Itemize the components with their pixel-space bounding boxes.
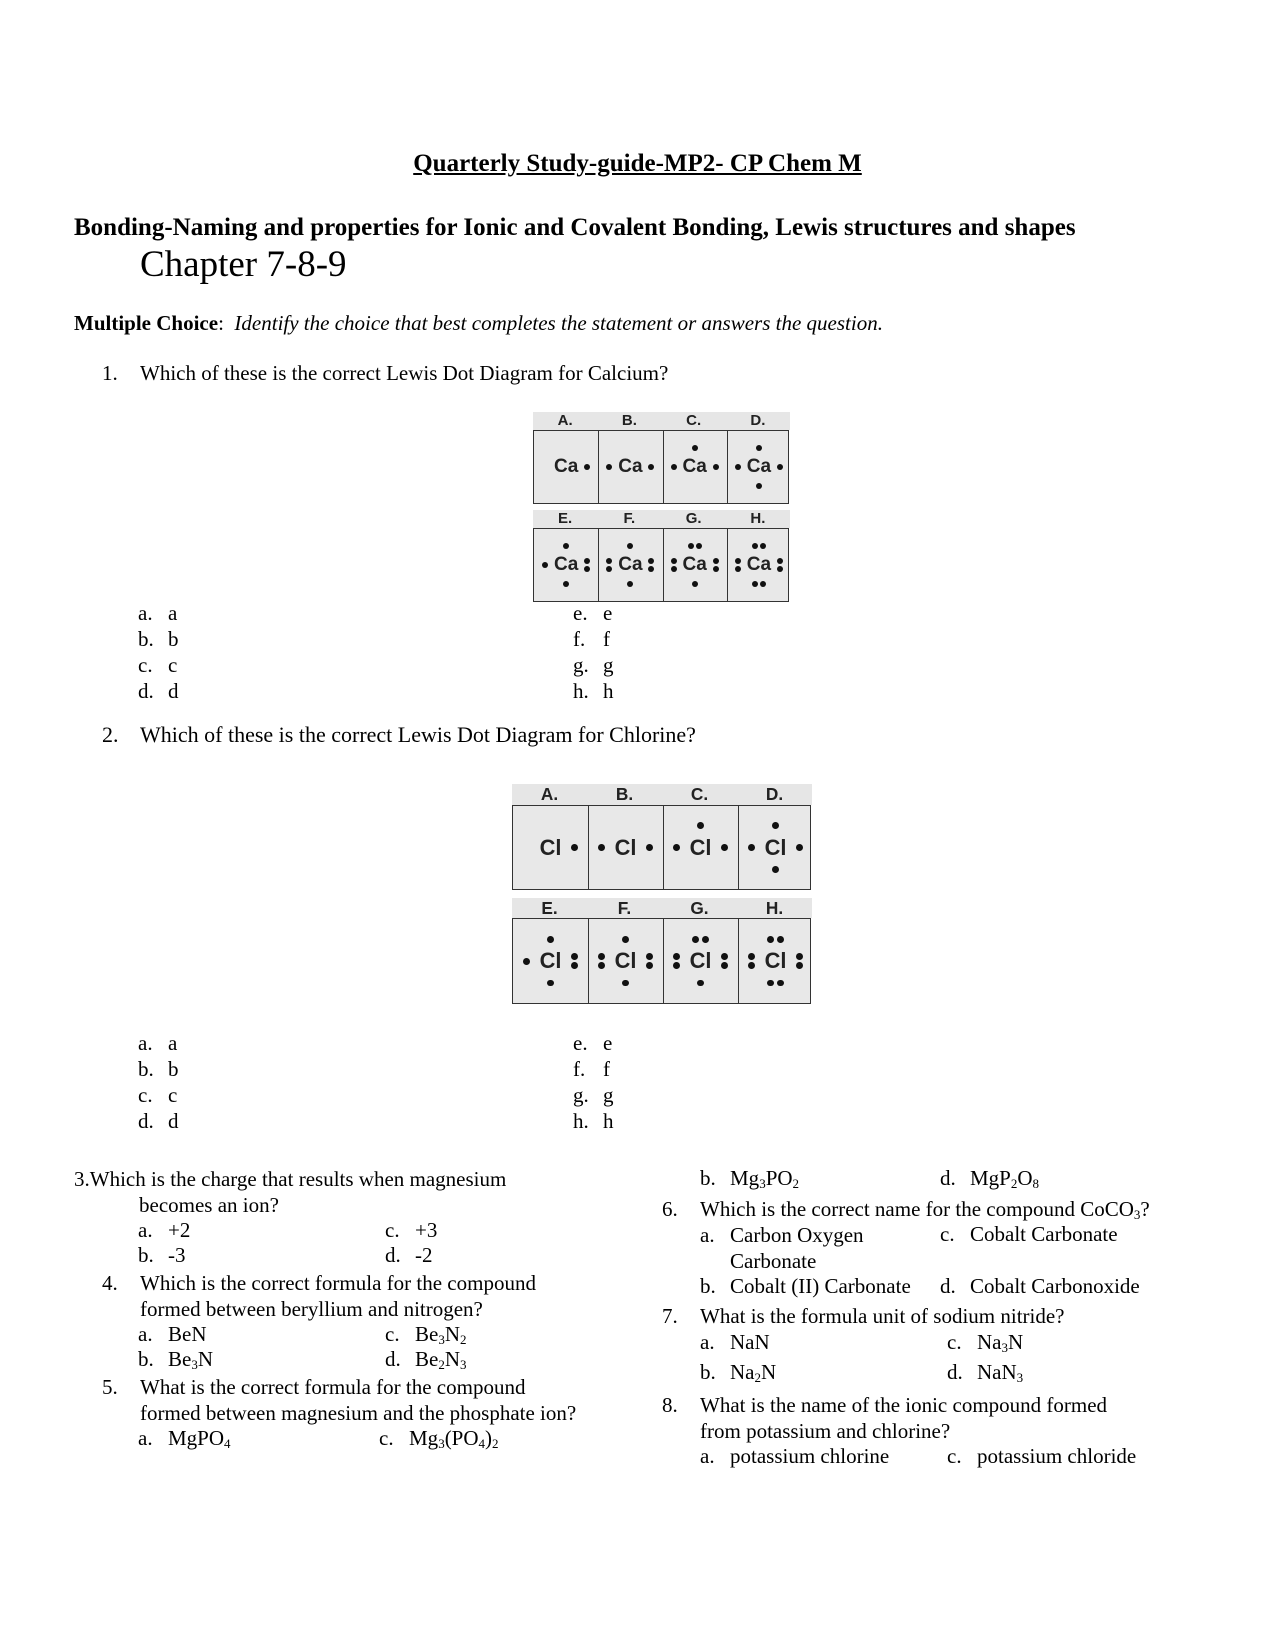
electron-dot (748, 844, 755, 851)
q7-option-c[interactable]: c. $Na_3N$ (947, 1330, 1024, 1355)
grid-header-row (533, 510, 790, 528)
option-g[interactable]: g. g (573, 1083, 614, 1107)
element-symbol: Cl (539, 948, 562, 974)
lewis-cell (663, 529, 728, 601)
electron-dot (752, 543, 758, 549)
electron-dot (777, 464, 783, 470)
electron-dot (598, 844, 605, 851)
electron-dot (606, 566, 612, 572)
page-subtitle: Bonding-Naming and properties for Ionic and Covalent Bonding, Lewis structures and shapes (74, 214, 1076, 241)
element-symbol: Ca (553, 553, 579, 575)
q3-option-d[interactable]: d. -2 (385, 1243, 433, 1267)
electron-dot (692, 445, 698, 451)
electron-dot (796, 844, 803, 851)
option-f[interactable]: f. f (573, 627, 610, 651)
lewis-cell (588, 806, 664, 890)
question-text: Which of these is the correct Lewis Dot Diagram for Chlorine? (140, 722, 696, 747)
grid-header-row (512, 784, 812, 805)
instructions (74, 311, 883, 336)
option-a[interactable]: a. a (138, 1031, 178, 1055)
electron-dot (767, 936, 774, 943)
lewis-cell (598, 529, 663, 601)
question-6 (662, 1197, 1150, 1222)
lewis-cell (534, 529, 599, 601)
lewis-cell (663, 919, 739, 1003)
page-title: Quarterly Study-guide-MP2- CP Chem M (413, 150, 862, 177)
electron-dot (673, 844, 680, 851)
electron-dot (721, 844, 728, 851)
electron-dot (671, 566, 677, 572)
grid-header-row (512, 898, 812, 919)
question-number: 5. (102, 1375, 118, 1399)
question-number: 8. (662, 1393, 678, 1417)
instructions-label: Multiple Choice (74, 311, 219, 335)
electron-dot (606, 558, 612, 564)
question-4 (102, 1270, 536, 1322)
electron-dot (688, 543, 694, 549)
question-number: 1. (102, 361, 118, 385)
electron-dot (523, 958, 530, 965)
electron-dot (796, 953, 803, 960)
option-a[interactable]: a. a (138, 601, 178, 625)
lewis-grid-chlorine (512, 784, 812, 1002)
grid-cells-row (512, 805, 811, 891)
question-text-line2: becomes an ion? (139, 1193, 279, 1217)
electron-dot (584, 566, 590, 572)
grid-header-label: G. (685, 510, 702, 527)
electron-dot (584, 558, 590, 564)
grid-header-label: H. (765, 897, 784, 918)
electron-dot (648, 566, 654, 572)
question-text: What is the formula unit of sodium nitride? (700, 1304, 1065, 1328)
electron-dot (697, 980, 704, 987)
q7-option-b[interactable]: b. $Na_2N$ (700, 1360, 777, 1385)
electron-dot (646, 962, 653, 969)
electron-dot (767, 980, 774, 987)
electron-dot (571, 844, 578, 851)
chapter-heading: Chapter 7-8-9 (140, 244, 347, 285)
question-7 (662, 1304, 1065, 1329)
grid-header-label: D. (750, 412, 766, 429)
electron-dot (752, 581, 758, 587)
electron-dot (648, 464, 654, 470)
grid-cells-row (533, 528, 789, 602)
q6-option-d[interactable]: d. Cobalt Carbonoxide (940, 1274, 1140, 1298)
element-symbol: Ca (682, 455, 707, 477)
grid-header-label: A. (540, 784, 559, 804)
lewis-cell (738, 806, 813, 890)
question-text: Which is the correct formula for the compound (140, 1271, 536, 1295)
electron-dot (627, 543, 633, 549)
q2-options-left (138, 1030, 179, 1134)
electron-dot (777, 936, 784, 943)
grid-header-label: D. (765, 784, 784, 804)
electron-dot (584, 464, 590, 470)
question-text: What is the name of the ionic compound formed (700, 1393, 1108, 1417)
q3-option-a[interactable]: a. +2 (138, 1218, 191, 1242)
element-symbol: Ca (682, 553, 707, 575)
q1-options-right (573, 600, 614, 704)
electron-dot (692, 936, 699, 943)
grid-cells-row (533, 430, 789, 504)
element-symbol: Ca (553, 455, 579, 477)
electron-dot (735, 558, 741, 564)
option-b[interactable]: b. b (138, 627, 179, 651)
lewis-cell (588, 919, 664, 1003)
electron-dot (696, 543, 702, 549)
q6-option-b[interactable]: b. Cobalt (II) Carbonate (700, 1274, 911, 1298)
electron-dot (563, 543, 569, 549)
electron-dot (735, 566, 741, 572)
electron-dot (713, 464, 719, 470)
element-symbol: Cl (689, 834, 712, 860)
question-text-line2: from potassium and chlorine? (700, 1419, 951, 1443)
option-e[interactable]: e. e (573, 1031, 613, 1055)
q4-option-b[interactable]: b. $Be_3N$ (138, 1347, 213, 1372)
electron-dot (671, 464, 677, 470)
lewis-cell (513, 806, 589, 890)
q7-option-a[interactable]: a. NaN (700, 1330, 770, 1354)
electron-dot (547, 980, 554, 987)
electron-dot (547, 936, 554, 943)
element-symbol: Ca (618, 553, 643, 575)
question-subscript: 3 (1133, 1207, 1141, 1222)
grid-header-label: B. (621, 412, 637, 429)
grid-header-label: B. (615, 784, 634, 804)
electron-dot (777, 566, 783, 572)
electron-dot (713, 566, 719, 572)
grid-header-label: E. (558, 510, 573, 527)
question-number: 7. (662, 1304, 678, 1328)
electron-dot (563, 581, 569, 587)
electron-dot (622, 936, 629, 943)
question-text-line2: formed between beryllium and nitrogen? (140, 1297, 483, 1321)
option-g[interactable]: g. g (573, 653, 614, 677)
q4-option-c[interactable]: c. $Be_3N_2$ (385, 1322, 467, 1347)
question-2 (102, 722, 696, 748)
instructions-text: Identify the choice that best completes the statement or answers the question. (234, 311, 883, 335)
electron-dot (598, 962, 605, 969)
option-h[interactable]: h. h (573, 679, 614, 703)
electron-dot (702, 936, 709, 943)
electron-dot (598, 953, 605, 960)
option-e[interactable]: e. e (573, 601, 613, 625)
electron-dot (646, 953, 653, 960)
question-8 (662, 1392, 1107, 1444)
electron-dot (772, 866, 779, 873)
electron-dot (760, 543, 766, 549)
element-symbol: Cl (614, 834, 637, 860)
q1-options-left (138, 600, 179, 704)
grid-header-label: E. (541, 897, 558, 918)
q6-option-c[interactable]: c. Cobalt Carbonate (940, 1222, 1118, 1246)
electron-dot (777, 558, 783, 564)
electron-dot (721, 953, 728, 960)
electron-dot (646, 844, 653, 851)
option-c[interactable]: c. c (138, 653, 178, 677)
electron-dot (606, 464, 612, 470)
lewis-cell (663, 431, 728, 503)
q5-option-d[interactable]: d. $MgP_2O_8$ (940, 1166, 1040, 1191)
option-b[interactable]: b. b (138, 1057, 179, 1081)
q8-option-a[interactable]: a. potassium chlorine (700, 1444, 890, 1468)
electron-dot (571, 962, 578, 969)
grid-header-label: H. (750, 510, 766, 527)
electron-dot (796, 962, 803, 969)
question-number: 3. (74, 1167, 90, 1191)
question-1 (102, 361, 668, 386)
element-symbol: Cl (539, 834, 562, 860)
element-symbol: Cl (689, 948, 712, 974)
question-text: Which is the charge that results when magnesium (89, 1167, 507, 1191)
q8-option-c[interactable]: c. potassium chloride (947, 1444, 1137, 1468)
question-5 (102, 1374, 576, 1426)
element-symbol: Cl (764, 948, 787, 974)
electron-dot (735, 464, 741, 470)
grid-header-label: C. (690, 784, 709, 804)
q7-option-d[interactable]: d. NaN$_3$ (947, 1360, 1024, 1385)
option-f[interactable]: f. f (573, 1057, 610, 1081)
element-symbol: Ca (746, 455, 772, 477)
grid-header-row (533, 412, 790, 430)
question-text-line2: formed between magnesium and the phosphate ion? (140, 1401, 577, 1425)
lewis-cell (598, 431, 663, 503)
option-h[interactable]: h. h (573, 1109, 614, 1133)
q3-option-b[interactable]: b. -3 (138, 1243, 186, 1267)
question-text: Which is the correct name for the compound CoCO (700, 1197, 1134, 1221)
electron-dot (542, 562, 548, 568)
electron-dot (748, 953, 755, 960)
option-d[interactable]: d. d (138, 1109, 179, 1133)
q5-option-a[interactable]: a. MgPO$_4$ (138, 1426, 231, 1451)
grid-header-label: F. (623, 510, 636, 527)
electron-dot (748, 962, 755, 969)
electron-dot (627, 581, 633, 587)
grid-cells-row (512, 918, 811, 1004)
element-symbol: Cl (764, 834, 787, 860)
element-symbol: Ca (618, 455, 643, 477)
q4-option-a[interactable]: a. BeN (138, 1322, 207, 1346)
question-number: 4. (102, 1271, 118, 1295)
electron-dot (673, 953, 680, 960)
grid-header-label: A. (557, 412, 573, 429)
question-end: ? (1140, 1197, 1150, 1221)
electron-dot (697, 822, 704, 829)
q2-options-right (573, 1030, 614, 1134)
electron-dot (772, 822, 779, 829)
q6-option-a[interactable]: a. Carbon Oxygen Carbonate (700, 1223, 864, 1273)
electron-dot (756, 445, 762, 451)
electron-dot (777, 980, 784, 987)
question-number: 2. (102, 722, 119, 747)
question-3 (74, 1166, 506, 1218)
lewis-cell (738, 919, 813, 1003)
q4-option-d[interactable]: d. $Be_2N_3$ (385, 1347, 467, 1372)
electron-dot (721, 962, 728, 969)
question-number: 6. (662, 1197, 678, 1221)
electron-dot (673, 962, 680, 969)
option-d[interactable]: d. d (138, 679, 179, 703)
q5-option-c[interactable]: c. $Mg_3(PO_4)_2$ (379, 1426, 499, 1451)
lewis-cell (727, 431, 791, 503)
instructions-colon: : (218, 311, 224, 335)
lewis-grid-calcium (533, 412, 790, 600)
electron-dot (648, 558, 654, 564)
electron-dot (622, 980, 629, 987)
q5-option-b[interactable]: b. $Mg_3PO_2$ (700, 1166, 800, 1191)
grid-header-label: F. (617, 897, 632, 918)
element-symbol: Cl (614, 948, 637, 974)
electron-dot (760, 581, 766, 587)
grid-header-label: C. (686, 412, 702, 429)
electron-dot (692, 581, 698, 587)
electron-dot (756, 483, 762, 489)
electron-dot (571, 953, 578, 960)
electron-dot (671, 558, 677, 564)
option-c[interactable]: c. c (138, 1083, 178, 1107)
q3-option-c[interactable]: c. +3 (385, 1218, 438, 1242)
grid-header-label: G. (690, 897, 709, 918)
element-symbol: Ca (746, 553, 772, 575)
question-text: What is the correct formula for the compound (140, 1375, 526, 1399)
lewis-cell (663, 806, 739, 890)
question-text: Which of these is the correct Lewis Dot Diagram for Calcium? (140, 361, 669, 385)
electron-dot (713, 558, 719, 564)
lewis-cell (727, 529, 791, 601)
lewis-cell (513, 919, 589, 1003)
lewis-cell (534, 431, 599, 503)
